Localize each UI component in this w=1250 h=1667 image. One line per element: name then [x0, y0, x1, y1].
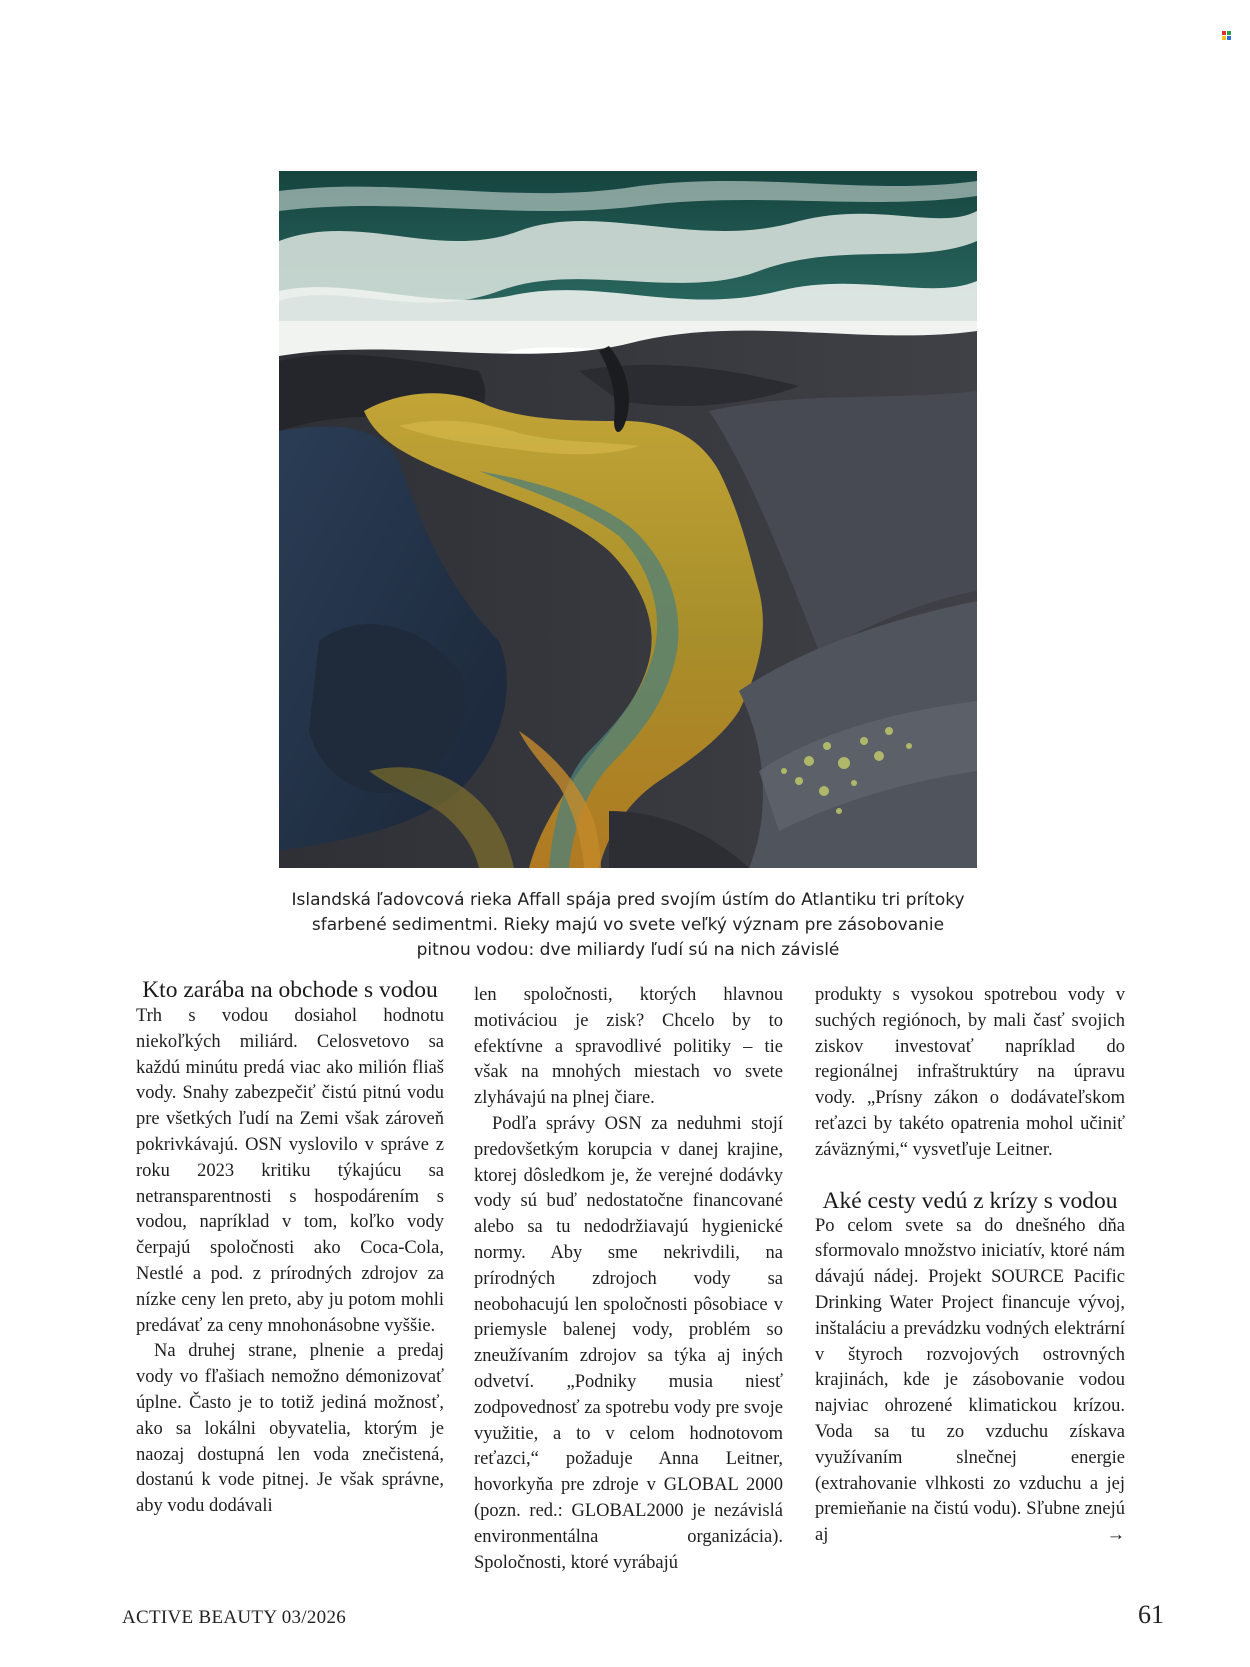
color-registration-mark — [1222, 31, 1232, 41]
paragraph: produkty s vysokou spotrebou vody v suchých regiónoch, by mali časť svojich ziskov investovať napríklad do regionálnej infraštruktúry na úpravu vody. „Prísny zákon o dodávateľskom reťazci by takéto opatrenia mohol učiniť záväznými,“ vysvetľuje Leitner. — [815, 985, 1125, 1160]
aerial-river-photo — [279, 171, 977, 868]
magazine-issue-footer: ACTIVE BEAUTY 03/2026 — [122, 1607, 347, 1628]
paragraph: len spoločnosti, ktorých hlavnou motiváciou je zisk? Chcelo by to efektívne a spravodlivé politiky – tie však na mnohých miestach vo svete zlyhávajú na plnej čiare. — [474, 985, 783, 1109]
section-heading: Kto zarába na obchode s vodou — [142, 977, 438, 1003]
paragraph: Po celom svete sa do dnešného dňa sformovalo množstvo iniciatív, ktoré nám dávajú nádej. Projekt SOURCE Pacific Drinking Water Project financuje vývoj, inštaláciu a prevádzku vodných elektrární v štyroch rozvojových ostrovných krajinách, kde je zásobovanie vodou najviac ohrozené klimatickou krízou. Voda sa tu zo vzduchu získava využívaním slnečnej energie (extrahovanie vlhkosti zo vzduchu a jej premieňanie na čistú vodu). Sľubne znejú aj → — [815, 1215, 1125, 1546]
article-column-2 — [474, 983, 783, 1576]
paragraph: Podľa správy OSN za neduhmi stojí predovšetkým korupcia v danej krajine, ktorej dôsledkom je, že verejné dodávky vody sú buď nedostatočne financované alebo sa tu nedodržiavajú hygienické normy. Aby sme nekrivdili, na prírodných zdrojoch vody sa neobohacujú len spoločnosti pôsobiace v priemysle balenej vody, problém so zneužívaním zdrojov sa týka aj iných odvetví. „Podniky musia niesť zodpovednosť za spotrebu vody pre svoje využitie, a to v celom hodnotovom reťazci,“ požaduje Anna Leitner, hovorkyňa pre zdroje v GLOBAL 2000 (pozn. red.: GLOBAL2000 je nezávislá environmentálna organizácia). Spoločnosti, ktoré vyrábajú — [474, 1113, 783, 1573]
article-column-3 — [815, 983, 1125, 1549]
page-number: 61 — [1138, 1600, 1164, 1629]
caption-line-3: pitnou vodou: dve miliardy ľudí sú na nich závislé — [416, 940, 840, 960]
caption-line-2: sfarbené sedimentmi. Rieky majú vo svete veľký význam pre zásobovanie — [311, 915, 945, 935]
article-column-1 — [136, 978, 444, 1520]
photo-caption — [270, 888, 986, 963]
caption-line-1: Islandská ľadovcová rieka Affall spája pred svojím ústím do Atlantiku tri prítoky — [291, 890, 965, 910]
paragraph: Trh s vodou dosiahol hodnotu niekoľkých miliárd. Celosvetovo sa každú minútu predá viac ako milión fliaš vody. Snahy zabezpečiť čistú pitnú vodu pre všetkých ľudí na Zemi však zároveň pokrivkávajú. OSN vyslovilo v správe z roku 2023 kritiku týkajúcu sa netransparentnosti s hospodárením s vodou, napríklad v tom, koľko vody čerpajú spoločnosti ako Coca-Cola, Nestlé a pod. z prírodných zdrojov za nízke ceny len preto, aby ju potom mohli predávať za ceny mnohonásobne vyššie. — [136, 1006, 444, 1336]
section-heading: Aké cesty vedú z krízy s vodou — [822, 1187, 1118, 1214]
paragraph: Na druhej strane, plnenie a predaj vody vo fľašiach nemožno démonizovať úplne. Často je to totiž jediná možnosť, ako sa lokálni obyvatelia, ktorým je naozaj dostupná len voda znečistená, dostanú k vode pitnej. Je však správne, aby vodu dodávali — [136, 1341, 444, 1517]
